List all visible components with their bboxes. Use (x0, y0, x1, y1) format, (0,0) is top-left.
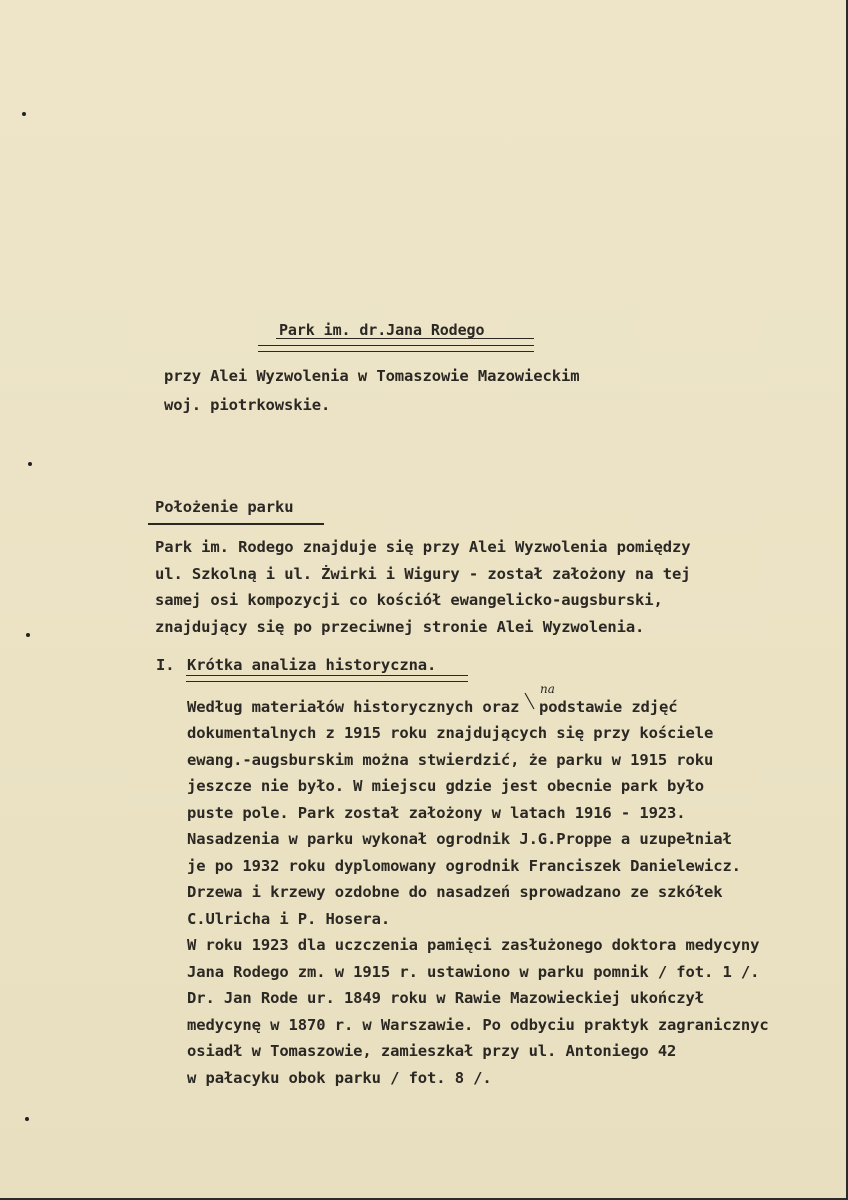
subtitle-line: przy Alei Wyzwolenia w Tomaszowie Mazowieckim (164, 367, 580, 385)
body-line: Według materiałów historycznych oraz (187, 698, 520, 716)
body-line: W roku 1923 dla uczczenia pamięci zasłużonego doktora medycyny (187, 936, 760, 954)
body-line: ul. Szkolną i ul. Żwirki i Wigury - został założony na tej (155, 564, 691, 583)
margin-mark (26, 633, 30, 637)
section-heading-double-underline (186, 675, 468, 682)
body-line: podstawie zdjęć (539, 698, 678, 716)
body-line: je po 1932 roku dyplomowany ogrodnik Franciszek Danielewicz. (187, 856, 741, 875)
section-heading: Położenie parku (155, 498, 294, 516)
margin-mark (22, 112, 26, 116)
body-line: ewang.-augsburskim można stwierdzić, że parku w 1915 roku (187, 750, 714, 769)
body-line: jeszcze nie było. W miejscu gdzie jest obecnie park było (187, 777, 704, 795)
body-line: puste pole. Park został założony w latach 1916 - 1923. (187, 803, 686, 822)
body-line: Dr. Jan Rode ur. 1849 roku w Rawie Mazowieckiej ukończył (187, 989, 704, 1007)
body-line: znajdujący się po przeciwnej stronie Alei Wyzwolenia. (155, 617, 645, 636)
handwritten-insertion: na (540, 682, 555, 696)
body-line: Drzewa i krzewy ozdobne do nasadzeń sprowadzano ze szkółek (187, 883, 723, 901)
section-heading-rule (148, 523, 324, 525)
section-heading: Krótka analiza historyczna. (187, 656, 437, 674)
page-title: Park im. dr.Jana Rodego (279, 321, 485, 339)
insertion-mark (524, 692, 536, 710)
margin-mark (25, 1117, 29, 1121)
title-double-underline (258, 345, 534, 352)
body-line: medycynę w 1870 r. w Warszawie. Po odbyciu praktyk zagranicznyc (187, 1015, 769, 1034)
body-line: samej osi kompozycji co kościół ewangelicko-augsburski, (155, 591, 663, 609)
body-line: dokumentalnych z 1915 roku znajdujących się przy kościele (187, 724, 714, 742)
margin-mark (28, 462, 32, 466)
body-line: w pałacyku obok parku / fot. 8 /. (187, 1068, 492, 1087)
section-number: I. (156, 656, 175, 674)
subtitle-line: woj. piotrkowskie. (164, 396, 331, 414)
body-line: Park im. Rodego znajduje się przy Alei Wyzwolenia pomiędzy (155, 538, 691, 556)
body-line: Nasadzenia w parku wykonał ogrodnik J.G.Proppe a uzupełniał (187, 830, 732, 848)
body-line: C.Ulricha i P. Hosera. (187, 909, 391, 928)
body-line: Jana Rodego zm. w 1915 r. ustawiono w parku pomnik / fot. 1 /. (187, 962, 760, 981)
title-underline (276, 338, 534, 339)
body-line: osiadł w Tomaszowie, zamieszkał przy ul. Antoniego 42 (187, 1042, 677, 1060)
